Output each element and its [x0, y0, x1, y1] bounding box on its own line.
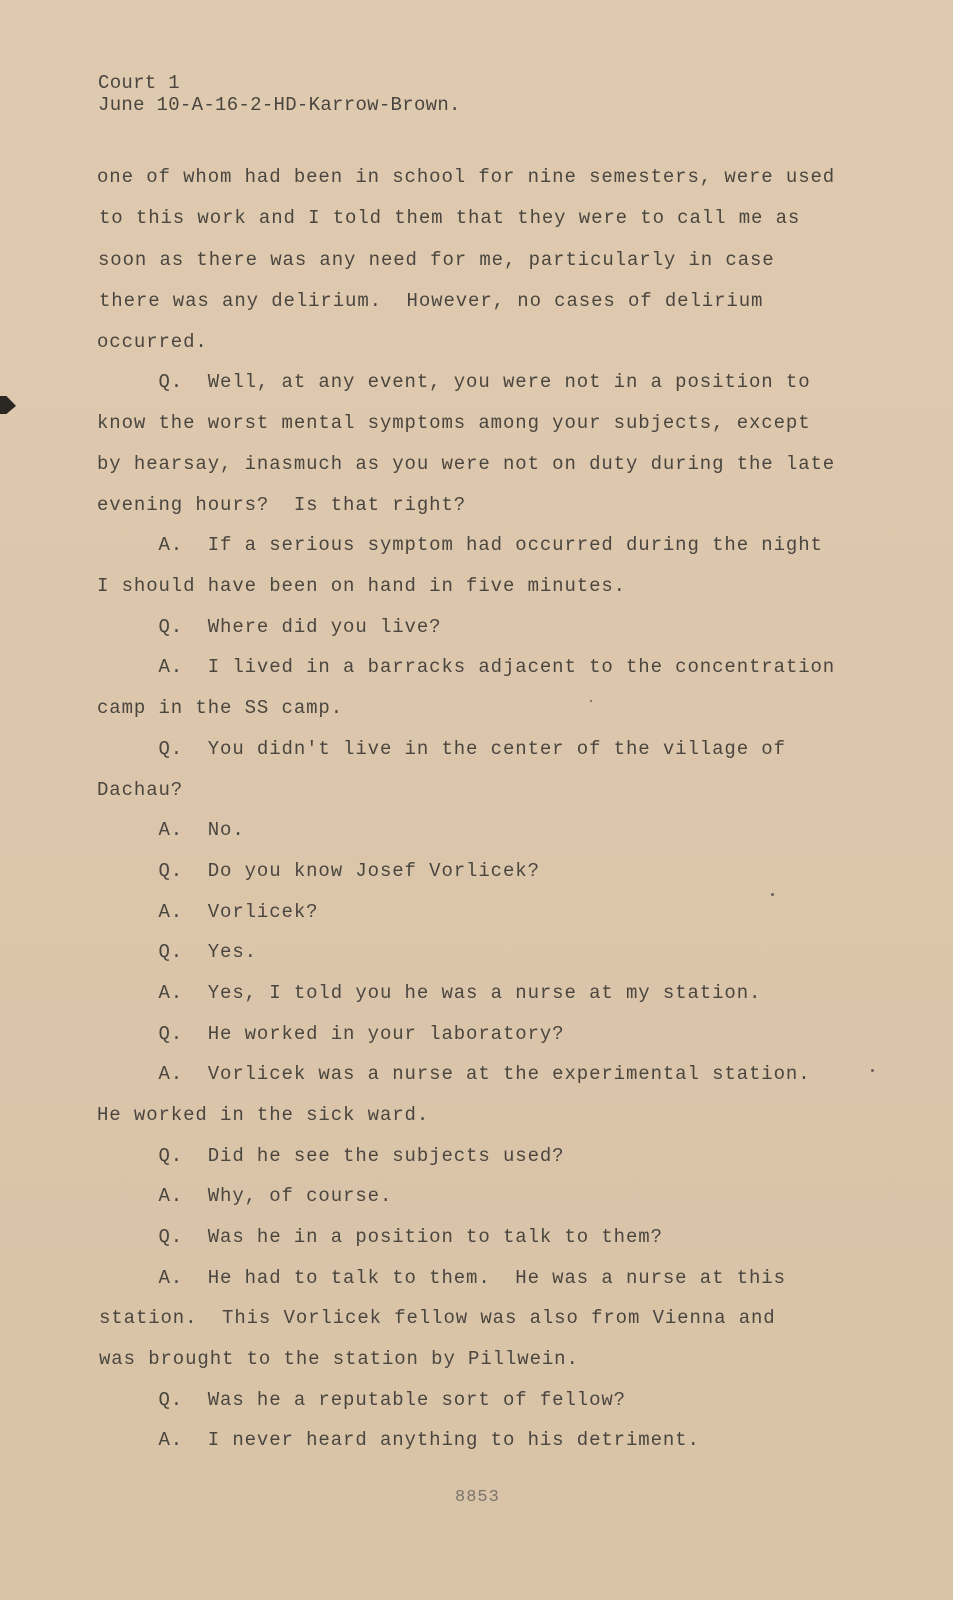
transcript-reference: June 10-A-16-2-HD-Karrow-Brown.	[98, 94, 461, 116]
text-line: A. Vorlicek?	[97, 901, 319, 923]
text-line: was brought to the station by Pillwein.	[99, 1348, 579, 1370]
text-line: A. If a serious symptom had occurred during the night	[97, 534, 823, 556]
text-line: camp in the SS camp.	[97, 697, 344, 719]
text-line: A. I lived in a barracks adjacent to the concentration	[97, 656, 836, 678]
text-line: A. No.	[97, 819, 245, 841]
text-line: Q. Did he see the subjects used?	[97, 1145, 565, 1167]
text-line: Dachau?	[97, 779, 184, 801]
text-line: there was any delirium. However, no cases of delirium	[99, 290, 764, 312]
text-line: He worked in the sick ward.	[97, 1104, 430, 1126]
text-line: Q. You didn't live in the center of the village of	[97, 738, 786, 760]
text-line: Q. Do you know Josef Vorlicek?	[97, 860, 540, 882]
page-number: 8853	[455, 1488, 500, 1507]
text-line: I should have been on hand in five minutes.	[97, 575, 626, 597]
paper-speck	[871, 1069, 874, 1072]
text-line: occurred.	[97, 331, 208, 353]
text-line: A. I never heard anything to his detriment.	[97, 1429, 700, 1451]
text-line: to this work and I told them that they were to call me as	[99, 207, 801, 229]
text-line: A. He had to talk to them. He was a nurse at this	[97, 1267, 786, 1289]
binding-mark	[0, 396, 16, 414]
court-label: Court 1	[98, 72, 180, 94]
text-line: soon as there was any need for me, particularly in case	[98, 249, 775, 271]
text-line: Q. Yes.	[97, 941, 257, 963]
text-line: A. Vorlicek was a nurse at the experimental station.	[97, 1063, 811, 1085]
text-line: evening hours? Is that right?	[97, 494, 467, 516]
text-line: Q. Where did you live?	[97, 616, 442, 638]
text-line: by hearsay, inasmuch as you were not on duty during the late	[97, 453, 836, 475]
text-line: one of whom had been in school for nine semesters, were used	[97, 166, 836, 188]
text-line: station. This Vorlicek fellow was also from Vienna and	[99, 1307, 776, 1329]
text-line: Q. Was he in a position to talk to them?	[97, 1226, 663, 1248]
text-line: Q. Was he a reputable sort of fellow?	[97, 1389, 626, 1411]
text-line: Q. Well, at any event, you were not in a position to	[97, 371, 811, 393]
paper-speck	[590, 700, 592, 702]
text-line: Q. He worked in your laboratory?	[97, 1023, 565, 1045]
paper-speck	[771, 893, 774, 896]
text-line: know the worst mental symptoms among your subjects, except	[97, 412, 811, 434]
text-line: A. Why, of course.	[97, 1185, 393, 1207]
document-header	[98, 72, 461, 116]
text-line: A. Yes, I told you he was a nurse at my station.	[97, 982, 762, 1004]
